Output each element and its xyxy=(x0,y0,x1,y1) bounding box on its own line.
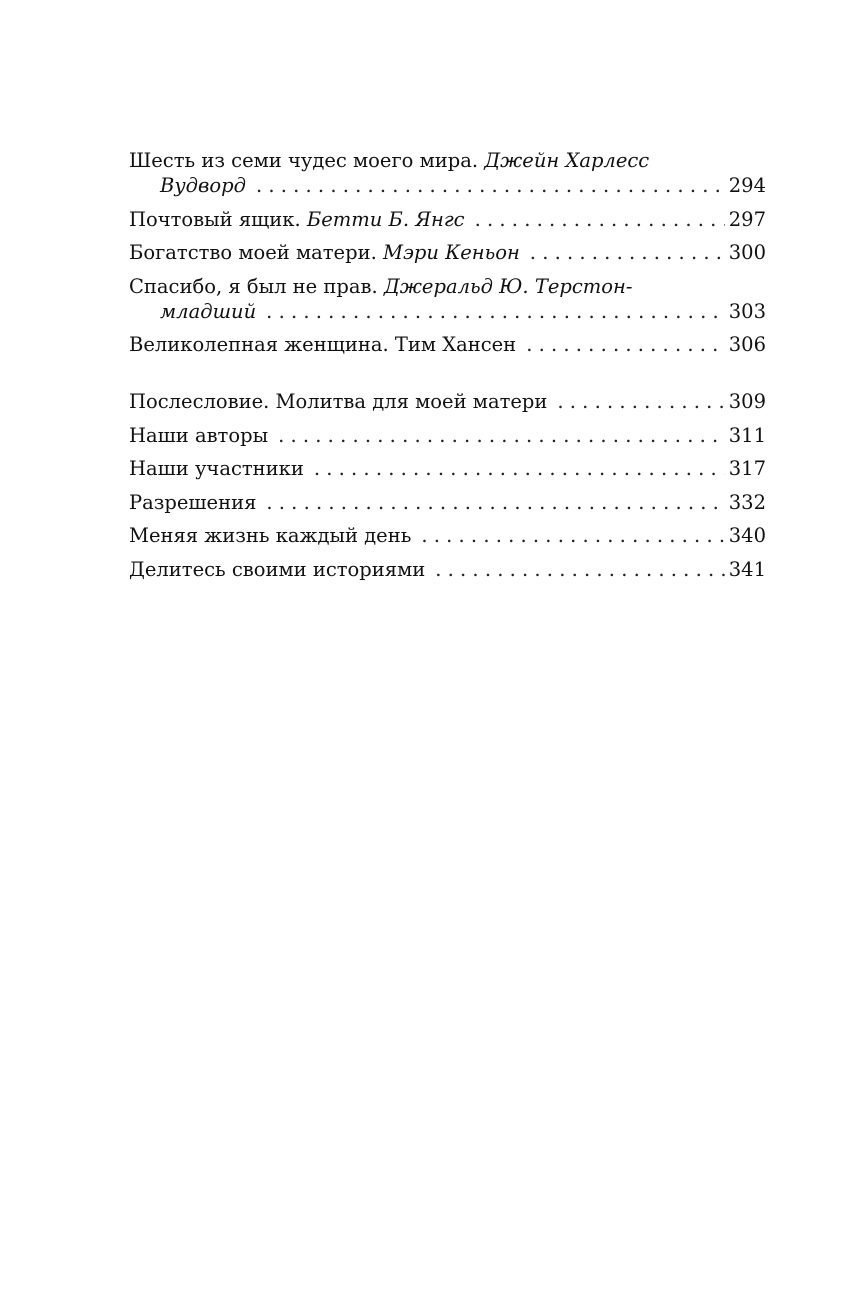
page-number: 332 xyxy=(728,490,766,514)
toc-group-stories xyxy=(129,148,766,357)
dot-leader xyxy=(266,490,724,515)
page-number: 317 xyxy=(728,457,766,480)
toc-entry-line xyxy=(129,389,766,414)
dot-leader xyxy=(256,173,725,198)
toc-entry-line-continued xyxy=(129,173,766,198)
toc-entry[interactable] xyxy=(129,240,766,265)
dot-leader xyxy=(266,299,725,324)
toc-entry[interactable] xyxy=(129,456,766,481)
toc-entry-line xyxy=(129,274,766,299)
toc-entry[interactable] xyxy=(129,490,766,515)
toc-entry-line xyxy=(129,423,766,448)
page-number: 341 xyxy=(728,557,766,581)
toc-entry-title xyxy=(129,274,632,299)
toc-entry[interactable] xyxy=(129,389,766,414)
toc-entry[interactable] xyxy=(129,207,766,232)
toc-entry[interactable] xyxy=(129,523,766,548)
dot-leader xyxy=(557,389,724,414)
story-author: Бетти Б. Янгс xyxy=(306,207,465,231)
toc-entry-line xyxy=(129,207,766,232)
toc-entry-title xyxy=(129,148,649,173)
toc-entry-line xyxy=(129,557,766,582)
story-title: Богатство моей матери. xyxy=(129,241,377,264)
toc-group-back-matter xyxy=(129,389,766,582)
page-number: 297 xyxy=(728,207,766,231)
page-number: 300 xyxy=(728,241,766,264)
toc-entry[interactable] xyxy=(129,332,766,357)
story-title: Спасибо, я был не прав. xyxy=(129,274,378,298)
page-number: 294 xyxy=(728,174,766,197)
toc-entry-title: Великолепная женщина. Тим Хансен xyxy=(129,333,517,356)
toc-entry-title: Наши участники xyxy=(129,457,304,480)
toc-entry-title: Наши авторы xyxy=(129,423,269,447)
toc-entry[interactable] xyxy=(129,148,766,198)
page-number: 306 xyxy=(728,333,766,356)
toc-entry[interactable] xyxy=(129,557,766,582)
toc-entry-line xyxy=(129,332,766,357)
page-number: 311 xyxy=(728,423,766,447)
dot-leader xyxy=(314,456,725,481)
page-number: 303 xyxy=(728,299,766,323)
story-author: Джейн Харлесс xyxy=(484,149,650,172)
page-number: 309 xyxy=(728,390,766,413)
toc-entry-line xyxy=(129,240,766,265)
dot-leader xyxy=(526,332,725,357)
toc-entry[interactable] xyxy=(129,423,766,448)
toc-entry-title: Делитесь своими историями xyxy=(129,557,426,581)
story-title: Шесть из семи чудес моего мира. xyxy=(129,149,479,172)
dot-leader xyxy=(530,240,725,265)
toc-entry-title xyxy=(129,207,465,232)
dot-leader xyxy=(475,207,725,232)
toc-entry-line xyxy=(129,490,766,515)
story-author-continued: младший xyxy=(160,299,257,323)
toc-entry-title: Послесловие. Молитва для моей матери xyxy=(129,390,548,413)
toc-entry-line-continued xyxy=(129,299,766,324)
page-number: 340 xyxy=(728,524,766,547)
table-of-contents xyxy=(129,148,766,590)
dot-leader xyxy=(421,523,724,548)
story-title: Почтовый ящик. xyxy=(129,207,301,231)
toc-entry-title: Разрешения xyxy=(129,490,257,514)
toc-entry-title xyxy=(129,240,520,265)
toc-entry-title: Меняя жизнь каждый день xyxy=(129,524,412,547)
toc-entry-line xyxy=(129,456,766,481)
story-author: Джеральд Ю. Терстон- xyxy=(383,274,633,298)
toc-entry[interactable] xyxy=(129,274,766,324)
dot-leader xyxy=(278,423,725,448)
story-author: Мэри Кеньон xyxy=(382,241,520,264)
toc-entry-line xyxy=(129,523,766,548)
dot-leader xyxy=(435,557,725,582)
toc-entry-line xyxy=(129,148,766,173)
story-author-continued: Вудворд xyxy=(160,174,246,197)
